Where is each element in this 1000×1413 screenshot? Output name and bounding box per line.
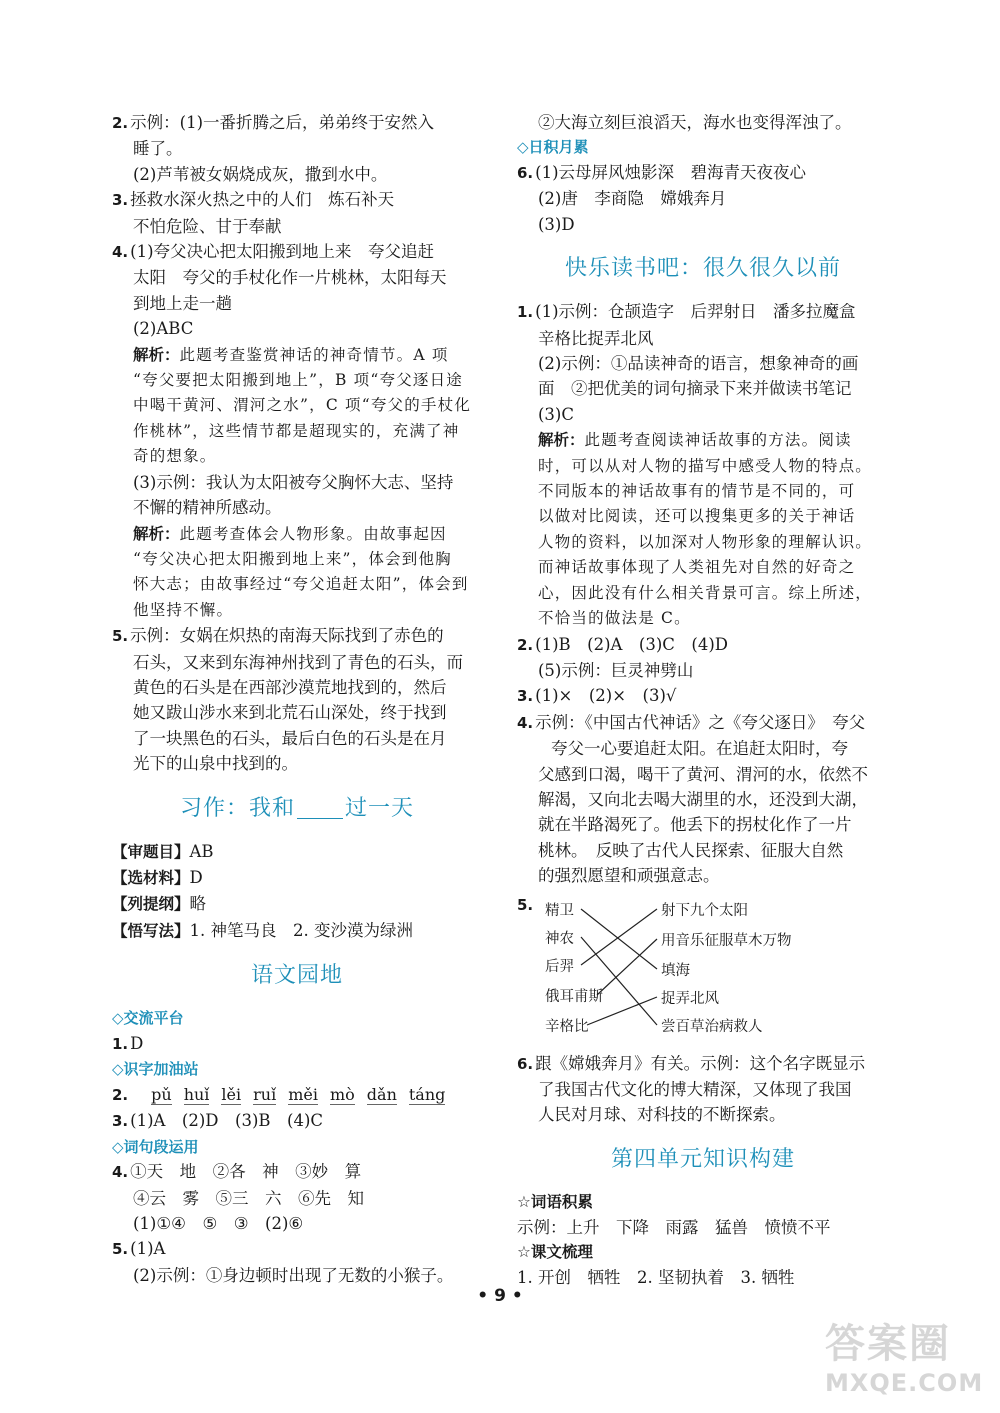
bracket-line: 【悟写法】1. 神笔马良 2. 变沙漠为绿洲 — [112, 920, 413, 940]
analysis-line: 不恰当的做法是 C。 — [538, 609, 691, 628]
sub-heading: ◇交流平台 — [112, 1009, 184, 1028]
match-left-item: 精卫 — [545, 902, 574, 919]
answer-line: 石头，又来到东海神州找到了青色的石头，而 — [133, 652, 463, 672]
answer-line: 6. 跟《嫦娥奔月》有关。示例：这个名字既显示 — [517, 1053, 866, 1073]
page-number: • 9 • — [477, 1286, 523, 1306]
answer-line: 黄色的石头是在西部沙漠荒地找到的，然后 — [133, 677, 447, 697]
answer-line: (3)示例：我认为太阳被夸父胸怀大志、坚持 — [133, 472, 454, 492]
answer-line: 解渴，又向北去喝大湖里的水，还没到大湖， — [538, 789, 868, 809]
answer-line: (2)ABC — [133, 319, 194, 339]
bracket-line: 【选材料】D — [112, 867, 203, 887]
answer-line: (2)示例：①品读神奇的语言，想象神奇的画 — [538, 354, 859, 374]
answer-line: 太阳 夸父的手杖化作一片桃林，太阳每天 — [133, 268, 447, 288]
match-left-item: 辛格比 — [545, 1018, 589, 1035]
bracket-line: 【列提纲】略 — [112, 894, 207, 914]
bracket-line: 【审题目】AB — [112, 841, 214, 861]
answer-line: 3. (1)× (2)× (3)√ — [517, 686, 677, 706]
analysis-line: 解析：此题考查鉴赏神话的神奇情节。A 项 — [133, 345, 449, 364]
answer-line: 睡了。 — [133, 139, 183, 159]
answer-line: 桃林。 反映了古代人民探索、征服大自然 — [538, 840, 844, 860]
match-right-item: 射下九个太阳 — [661, 902, 748, 919]
answer-line: (3)D — [538, 214, 575, 234]
section-title-xizuo: 习作：我和 过一天 — [179, 795, 415, 821]
match-right-item: 填海 — [661, 962, 690, 979]
answer-line: 了我国古代文化的博大精深，又体现了我国 — [538, 1079, 852, 1099]
answer-line: 6. (1)云母屏风烛影深 碧海青天夜夜心 — [517, 163, 807, 182]
match-line — [597, 939, 657, 995]
sub-heading: ◇日积月累 — [517, 138, 589, 157]
analysis-line: 解析：此题考查阅读神话故事的方法。阅读 — [538, 431, 852, 450]
analysis-line: 怀大志；由故事经过“夸父追赶太阳”，体会到 — [133, 575, 469, 594]
section-title-unit: 第四单元知识构建 — [610, 1146, 795, 1172]
match-left-item: 后羿 — [545, 958, 574, 975]
answer-line: 4. ①天 地 ②各 神 ③妙 算 — [112, 1162, 362, 1182]
answer-line: 的强烈愿望和顽强意志。 — [538, 866, 720, 886]
analysis-line: 中喝干黄河、渭河之水”，C 项“夸父的手杖化 — [133, 396, 472, 415]
answer-line: (2)唐 李商隐 嫦娥奔月 — [538, 189, 727, 209]
analysis-line: 作桃林”，这些情节都是超现实的，充满了神 — [133, 421, 460, 440]
watermark-logo: 答案圈 MXQE.COM — [825, 1321, 984, 1397]
match-left-item: 俄耳甫斯 — [545, 988, 603, 1005]
sub-heading: ◇词句段运用 — [112, 1137, 199, 1156]
answer-line: (2)芦苇被女娲烧成灰，撒到水中。 — [133, 164, 388, 184]
analysis-line: 奇的想象。 — [133, 447, 217, 466]
star-heading: ☆词语积累 — [517, 1192, 593, 1211]
answer-line: 不懈的精神所感动。 — [133, 498, 282, 518]
answer-line: 4. (1)夸父决心把太阳搬到地上来 夸父追赶 — [112, 242, 435, 262]
analysis-line: “夸父要把太阳搬到地上”，B 项“夸父逐日途 — [133, 371, 463, 390]
match-left-item: 神农 — [545, 930, 574, 947]
answer-line: 1. D — [112, 1033, 144, 1053]
answer-line: 到地上走一趟 — [133, 293, 232, 313]
star-heading: ☆课文梳理 — [517, 1243, 593, 1262]
answer-line: 光下的山泉中找到的。 — [133, 754, 298, 774]
analysis-line: 而神话故事体现了人类祖先对自然的好奇之 — [538, 558, 856, 577]
answer-line: 2. (1)B (2)A (3)C (4)D — [517, 634, 729, 654]
answer-line: 夸父一心要追赶太阳。在追赶太阳时，夸 — [551, 739, 848, 759]
answer-line: (2)示例：①身边顿时出现了无数的小猴子。 — [133, 1265, 454, 1285]
answer-line: ④云 雾 ⑤三 六 ⑥先 知 — [133, 1188, 364, 1208]
answer-line: 5. (1)A — [112, 1239, 166, 1259]
answer-line: ②大海立刻巨浪滔天，海水也变得浑浊了。 — [538, 113, 852, 132]
answer-line: 2. 示例：(1)一番折腾之后，弟弟终于安然入 — [112, 113, 435, 132]
answer-line: (1)①④ ⑤ ③ (2)⑥ — [133, 1214, 304, 1233]
answer-line: 她又跋山涉水来到北荒石山深处，终于找到 — [133, 703, 447, 723]
answer-line: 3. 拯救水深火热之中的人们 炼石补天 — [112, 190, 395, 210]
answer-line: 4. 示例：《中国古代神话》之《夸父逐日》 夸父 — [517, 712, 866, 732]
analysis-line: 他坚持不懈。 — [133, 600, 234, 619]
title-blank — [297, 798, 343, 819]
answer-line: 就在半路渴死了。他丢下的拐杖化作了一片 — [538, 815, 852, 835]
answer-line: 人民对月球、对科技的不断探索。 — [538, 1105, 786, 1125]
answer-line: (5)示例：巨灵神劈山 — [538, 660, 694, 680]
answer-line: 了一块黑色的石头，最后白色的石头是在月 — [133, 728, 447, 748]
matching-diagram: 5. 精卫 神农 后羿 俄耳甫斯 辛格比 射下九个太阳 用音乐征服草木万物 填海 捉弄北风 尝百草治病救人 — [517, 893, 889, 1045]
pinyin-line: 2. pǔ huǐ lěi ruǐ měi mò dǎn táng — [112, 1082, 482, 1108]
answer-line: 面 ②把优美的词句摘录下来并做读书笔记 — [538, 379, 852, 399]
answer-line: 1. 开创 牺牲 2. 坚韧执着 3. 牺牲 — [517, 1268, 795, 1288]
analysis-line: “夸父决心把太阳搬到地上来”，体会到他胸 — [133, 549, 452, 568]
analysis-line: 心，因此没有什么相关背景可言。综上所述， — [538, 583, 873, 602]
answer-line: 示例：上升 下降 雨露 猛兽 愤愤不平 — [517, 1217, 831, 1237]
analysis-line: 时，可以从对人物的描写中感受人物的特点。 — [538, 456, 873, 475]
answer-line: 3. (1)A (2)D (3)B (4)C — [112, 1111, 324, 1131]
answer-line: 1. (1)示例：仓颉造字 后羿射日 潘多拉魔盒 — [517, 302, 856, 322]
answer-line: 父感到口渴，喝干了黄河、渭河的水，依然不 — [538, 764, 868, 784]
section-title-yuwen: 语文园地 — [250, 963, 343, 989]
sub-heading: ◇识字加油站 — [112, 1060, 199, 1079]
pinyin-row: pǔ huǐ lěi ruǐ měi mò dǎn táng — [151, 1084, 446, 1104]
analysis-line: 以做对比阅读，还可以搜集更多的关于神话 — [538, 507, 856, 526]
answer-line: 5. 示例：女娲在炽热的南海天际找到了赤色的 — [112, 626, 444, 646]
match-right-item: 用音乐征服草木万物 — [661, 932, 792, 949]
analysis-line: 人物的资料，以加深对人物形象的理解认识。 — [538, 532, 873, 551]
analysis-line: 不同版本的神话故事有的情节是不同的，可 — [538, 482, 856, 501]
match-right-item: 捉弄北风 — [661, 990, 719, 1007]
answer-line: (3)C — [538, 404, 574, 424]
match-right-item: 尝百草治病救人 — [661, 1018, 763, 1035]
right-column — [517, 110, 889, 1291]
left-column — [112, 110, 482, 1288]
answer-line: 辛格比捉弄北风 — [538, 328, 654, 348]
answer-line: 不怕危险、甘于奉献 — [133, 216, 282, 236]
analysis-line: 解析：此题考查体会人物形象。由故事起因 — [133, 524, 447, 543]
section-title-dushu: 快乐读书吧：很久很久以前 — [564, 256, 841, 282]
